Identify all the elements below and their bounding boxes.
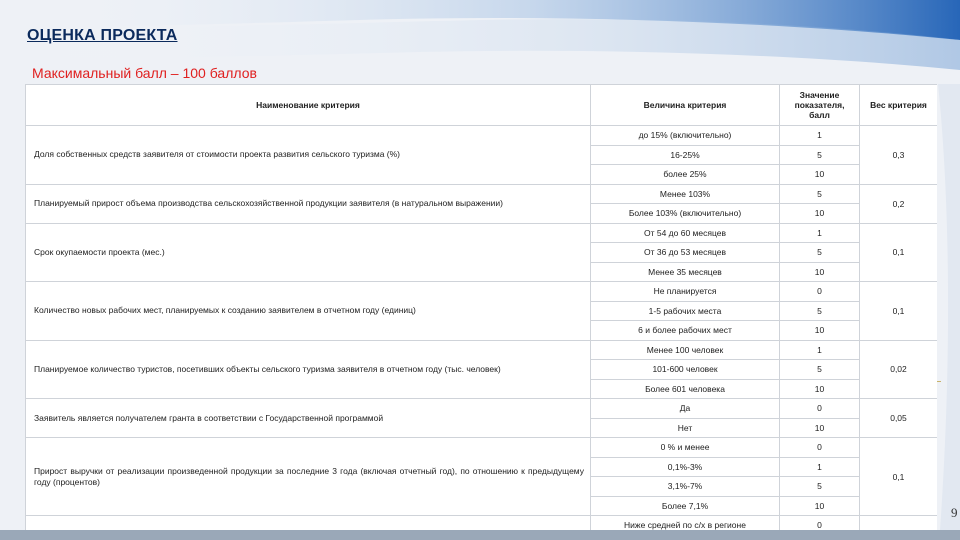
slide-title: ОЦЕНКА ПРОЕКТА: [27, 27, 178, 44]
weight-cell: 0,02: [860, 340, 938, 399]
evaluation-table: [25, 84, 937, 530]
table-header-row: [26, 85, 938, 126]
magnitude-cell: 1-5 рабочих места: [591, 301, 780, 321]
magnitude-cell: Не планируется: [591, 282, 780, 302]
criterion-cell: Количество новых рабочих мест, планируемых к созданию заявителем в отчетном году (единиц): [26, 282, 591, 341]
score-cell: 0: [780, 282, 860, 302]
criterion-cell: Срок окупаемости проекта (мес.): [26, 223, 591, 282]
score-cell: 5: [780, 477, 860, 497]
score-cell: 5: [780, 184, 860, 204]
score-cell: 1: [780, 126, 860, 146]
evaluation-table-container: [25, 84, 937, 530]
table-row: [26, 340, 938, 360]
header-criterion: Наименование критерия: [26, 85, 591, 126]
score-cell: 1: [780, 340, 860, 360]
table-row: [26, 399, 938, 419]
score-cell: 0: [780, 516, 860, 531]
criterion-cell: [26, 516, 591, 531]
magnitude-cell: Менее 35 месяцев: [591, 262, 780, 282]
score-cell: 0: [780, 438, 860, 458]
table-row: [26, 282, 938, 302]
score-cell: 10: [780, 379, 860, 399]
weight-cell: 0,2: [860, 184, 938, 223]
magnitude-cell: 101-600 человек: [591, 360, 780, 380]
magnitude-cell: Ниже средней по с/х в регионе: [591, 516, 780, 531]
max-score-subtitle: Максимальный балл – 100 баллов: [32, 65, 257, 81]
score-cell: 10: [780, 262, 860, 282]
score-cell: 5: [780, 243, 860, 263]
magnitude-cell: 0 % и менее: [591, 438, 780, 458]
bottom-band: [0, 530, 960, 540]
magnitude-cell: Менее 100 человек: [591, 340, 780, 360]
weight-cell: 0,1: [860, 282, 938, 341]
score-cell: 10: [780, 204, 860, 224]
magnitude-cell: более 25%: [591, 165, 780, 185]
weight-cell: 0,05: [860, 399, 938, 438]
score-cell: 10: [780, 165, 860, 185]
table-row: [26, 438, 938, 458]
score-cell: 5: [780, 145, 860, 165]
score-cell: 1: [780, 223, 860, 243]
criterion-cell: Планируемый прирост объема производства сельскохозяйственной продукции заявителя (в натуральном выражении): [26, 184, 591, 223]
weight-cell: [860, 516, 938, 531]
score-cell: 1: [780, 457, 860, 477]
criterion-cell: Доля собственных средств заявителя от стоимости проекта развития сельского туризма (%): [26, 126, 591, 185]
magnitude-cell: Да: [591, 399, 780, 419]
criterion-cell: Заявитель является получателем гранта в соответствии с Государственной программой: [26, 399, 591, 438]
page-number: 9: [951, 505, 958, 520]
score-cell: 10: [780, 496, 860, 516]
table-row: [26, 184, 938, 204]
magnitude-cell: Более 7,1%: [591, 496, 780, 516]
magnitude-cell: 3,1%-7%: [591, 477, 780, 497]
score-cell: 10: [780, 418, 860, 438]
criterion-cell: Планируемое количество туристов, посетивших объекты сельского туризма заявителя в отчетном году (тыс. человек): [26, 340, 591, 399]
score-cell: 10: [780, 321, 860, 341]
weight-cell: 0,1: [860, 223, 938, 282]
score-cell: 0: [780, 399, 860, 419]
magnitude-cell: 6 и более рабочих мест: [591, 321, 780, 341]
magnitude-cell: 0,1%-3%: [591, 457, 780, 477]
weight-cell: 0,1: [860, 438, 938, 516]
magnitude-cell: 16-25%: [591, 145, 780, 165]
score-cell: 5: [780, 360, 860, 380]
table-row: [26, 516, 938, 531]
decorative-dash: [937, 381, 941, 382]
magnitude-cell: Более 601 человека: [591, 379, 780, 399]
magnitude-cell: до 15% (включительно): [591, 126, 780, 146]
magnitude-cell: Менее 103%: [591, 184, 780, 204]
magnitude-cell: От 54 до 60 месяцев: [591, 223, 780, 243]
header-magnitude: Величина критерия: [591, 85, 780, 126]
criterion-cell: Прирост выручки от реализации произведенной продукции за последние 3 года (включая отчетный год), по отношению к предыдущему году (процентов): [26, 438, 591, 516]
header-weight: Вес критерия: [860, 85, 938, 126]
weight-cell: 0,3: [860, 126, 938, 185]
table-row: [26, 223, 938, 243]
magnitude-cell: Более 103% (включительно): [591, 204, 780, 224]
header-score: Значение показателя, балл: [780, 85, 860, 126]
table-row: [26, 126, 938, 146]
magnitude-cell: От 36 до 53 месяцев: [591, 243, 780, 263]
magnitude-cell: Нет: [591, 418, 780, 438]
score-cell: 5: [780, 301, 860, 321]
